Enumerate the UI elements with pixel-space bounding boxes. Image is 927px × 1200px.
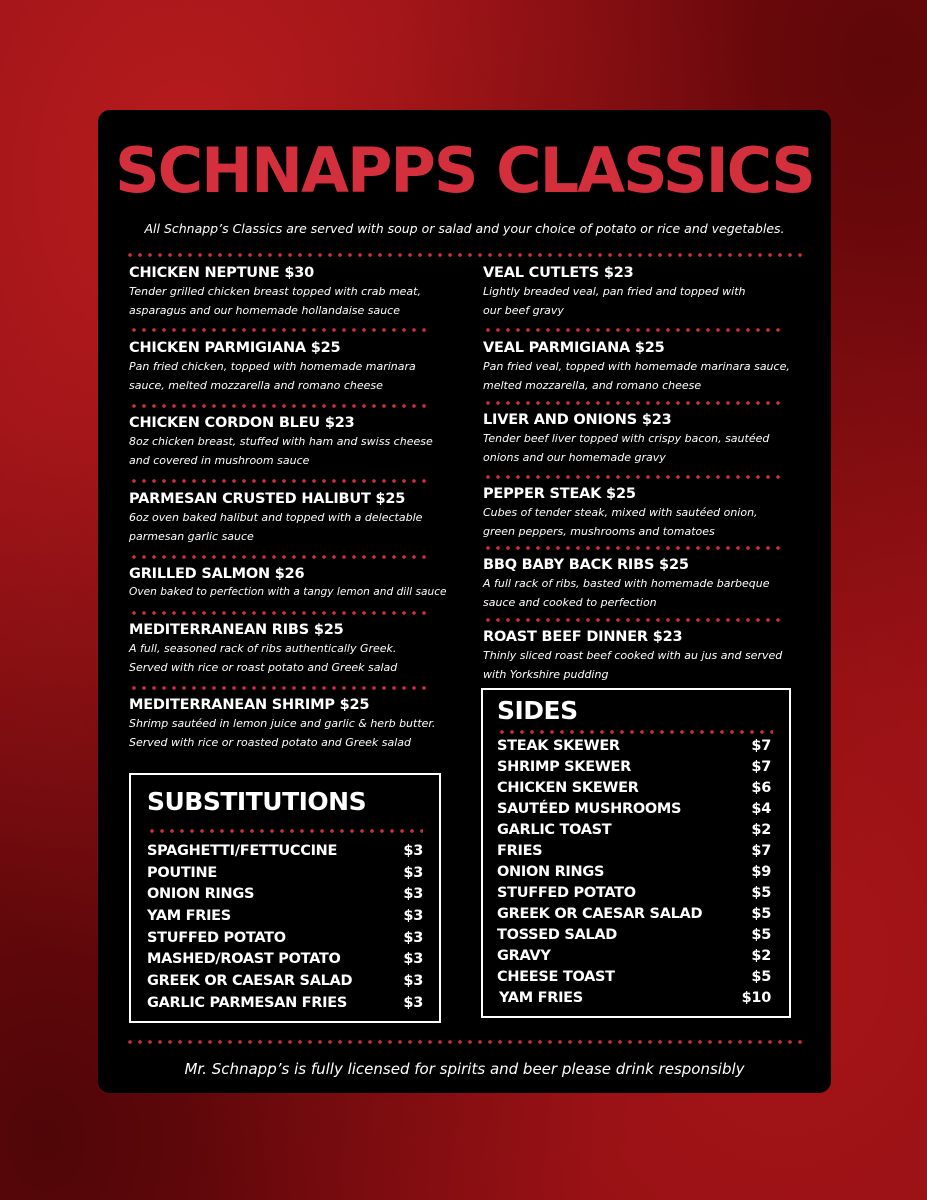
substitutions-divider: [147, 829, 423, 833]
item-desc: green peppers, mushrooms and tomatoes: [483, 525, 715, 538]
item-divider: [129, 404, 429, 408]
item-desc: our beef gravy: [483, 304, 564, 317]
item-divider: [129, 555, 429, 559]
item-desc: parmesan garlic sauce: [129, 530, 254, 543]
item-desc: Shrimp sautéed in lemon juice and garlic & herb butter.: [129, 717, 436, 730]
item-name: STUFFED POTATO: [147, 930, 286, 946]
item-price: $3: [403, 951, 423, 967]
item-price: $4: [751, 801, 771, 817]
item-title: BBQ BABY BACK RIBS $25: [483, 557, 689, 573]
item-desc: melted mozzarella, and romano cheese: [483, 379, 702, 392]
item-name: GRAVY: [497, 948, 551, 964]
item-desc: Pan fried veal, topped with homemade marinara sauce,: [483, 360, 790, 373]
menu-item: [129, 340, 416, 395]
footer-note: Mr. Schnapp’s is fully licensed for spirits and beer please drink responsibly: [184, 1060, 745, 1078]
item-price: $2: [751, 948, 771, 964]
item-title: VEAL PARMIGIANA $25: [483, 340, 665, 356]
item-desc: Pan fried chicken, topped with homemade marinara: [129, 360, 416, 373]
menu-item: [483, 557, 770, 612]
item-desc: Thinly sliced roast beef cooked with au jus and served: [483, 649, 783, 662]
item-desc: Tender beef liver topped with crispy bacon, sautéed: [483, 432, 770, 445]
menu-item: [129, 697, 435, 752]
item-divider: [483, 401, 783, 405]
item-price: $3: [403, 973, 423, 989]
item-title: LIVER AND ONIONS $23: [483, 412, 672, 428]
bottom-divider: [125, 1040, 805, 1044]
item-price: $5: [751, 969, 771, 985]
item-desc: Oven baked to perfection with a tangy lemon and dill sauce: [129, 586, 447, 598]
item-name: ONION RINGS: [497, 864, 605, 880]
item-price: $9: [751, 864, 771, 880]
menu-item: [483, 412, 769, 467]
item-desc: 6oz oven baked halibut and topped with a delectable: [129, 511, 423, 524]
item-name: ONION RINGS: [147, 886, 255, 902]
item-price: $5: [751, 927, 771, 943]
menu-item: [129, 491, 422, 546]
item-desc: with Yorkshire pudding: [483, 668, 609, 681]
item-title: MEDITERRANEAN SHRIMP $25: [129, 697, 370, 713]
item-title: PEPPER STEAK $25: [483, 486, 636, 502]
item-name: GREEK OR CAESAR SALAD: [147, 973, 353, 989]
item-price: $5: [751, 885, 771, 901]
item-desc: Served with rice or roasted potato and Greek salad: [129, 736, 411, 749]
item-desc: Cubes of tender steak, mixed with sautéed onion,: [483, 506, 758, 519]
item-name: FRIES: [497, 843, 543, 859]
item-desc: and covered in mushroom sauce: [129, 454, 310, 467]
item-name: MASHED/ROAST POTATO: [147, 951, 341, 967]
item-desc: sauce and cooked to perfection: [483, 596, 657, 609]
top-divider: [125, 253, 805, 257]
item-desc: sauce, melted mozzarella and romano cheese: [129, 379, 383, 392]
menu-item: [483, 265, 746, 320]
item-title: CHICKEN NEPTUNE $30: [129, 265, 315, 281]
item-desc: A full, seasoned rack of ribs authentically Greek.: [129, 642, 397, 655]
sides-title: SIDES: [497, 696, 578, 725]
item-name: SHRIMP SKEWER: [497, 759, 631, 775]
substitutions-title: SUBSTITUTIONS: [147, 787, 367, 816]
substitutions-box: [129, 773, 441, 1023]
item-desc: Served with rice or roast potato and Greek salad: [129, 661, 398, 674]
item-price: $3: [403, 995, 423, 1011]
item-divider: [483, 328, 783, 332]
menu-title: SCHNAPPS CLASSICS: [115, 134, 814, 207]
item-title: PARMESAN CRUSTED HALIBUT $25: [129, 491, 406, 507]
item-price: $7: [751, 759, 771, 775]
menu-subtitle: All Schnapp’s Classics are served with soup or salad and your choice of potato or rice and vegetables.: [144, 221, 785, 236]
item-name: SAUTÉED MUSHROOMS: [497, 801, 682, 817]
item-desc: Tender grilled chicken breast topped with crab meat,: [129, 285, 421, 298]
item-desc: Lightly breaded veal, pan fried and topped with: [483, 285, 746, 298]
item-name: SPAGHETTI/FETTUCCINE: [147, 843, 338, 859]
item-name: STEAK SKEWER: [497, 738, 620, 754]
item-title: ROAST BEEF DINNER $23: [483, 629, 683, 645]
item-price: $7: [751, 843, 771, 859]
item-title: VEAL CUTLETS $23: [483, 265, 634, 281]
item-divider: [129, 611, 429, 615]
item-title: MEDITERRANEAN RIBS $25: [129, 622, 344, 638]
menu-item: [129, 265, 421, 320]
menu-item: [129, 622, 397, 677]
item-price: $3: [403, 886, 423, 902]
item-title: GRILLED SALMON $26: [129, 566, 305, 582]
item-price: $5: [751, 906, 771, 922]
item-price: $7: [751, 738, 771, 754]
menu-item: [483, 629, 782, 684]
sides-divider: [497, 730, 773, 734]
item-name: CHICKEN SKEWER: [497, 780, 639, 796]
item-divider: [129, 686, 429, 690]
item-name: GARLIC PARMESAN FRIES: [147, 995, 347, 1011]
item-title: CHICKEN CORDON BLEU $23: [129, 415, 355, 431]
item-name: YAM FRIES: [499, 990, 583, 1006]
item-price: $3: [403, 930, 423, 946]
item-name: CHEESE TOAST: [497, 969, 615, 985]
menu-item: [483, 486, 758, 541]
item-name: POUTINE: [147, 865, 217, 881]
item-price: $2: [751, 822, 771, 838]
item-name: YAM FRIES: [147, 908, 231, 924]
sides-box: [481, 688, 791, 1018]
menu-item: [129, 566, 447, 602]
item-divider: [483, 546, 783, 550]
item-price: $3: [403, 843, 423, 859]
item-desc: A full rack of ribs, basted with homemade barbeque: [483, 577, 770, 590]
menu-item: [483, 340, 790, 395]
item-divider: [129, 328, 429, 332]
menu-panel: [98, 110, 831, 1093]
item-divider: [129, 479, 429, 483]
item-price: $10: [741, 990, 771, 1006]
item-name: GREEK OR CAESAR SALAD: [497, 906, 703, 922]
item-price: $3: [403, 908, 423, 924]
item-price: $3: [403, 865, 423, 881]
item-desc: asparagus and our homemade hollandaise sauce: [129, 304, 400, 317]
item-divider: [483, 475, 783, 479]
item-desc: 8oz chicken breast, stuffed with ham and swiss cheese: [129, 435, 433, 448]
item-price: $6: [751, 780, 771, 796]
item-desc: onions and our homemade gravy: [483, 451, 666, 464]
item-title: CHICKEN PARMIGIANA $25: [129, 340, 341, 356]
menu-item: [129, 415, 433, 470]
item-divider: [483, 618, 783, 622]
item-name: TOSSED SALAD: [497, 927, 618, 943]
item-name: GARLIC TOAST: [497, 822, 612, 838]
item-name: STUFFED POTATO: [497, 885, 636, 901]
